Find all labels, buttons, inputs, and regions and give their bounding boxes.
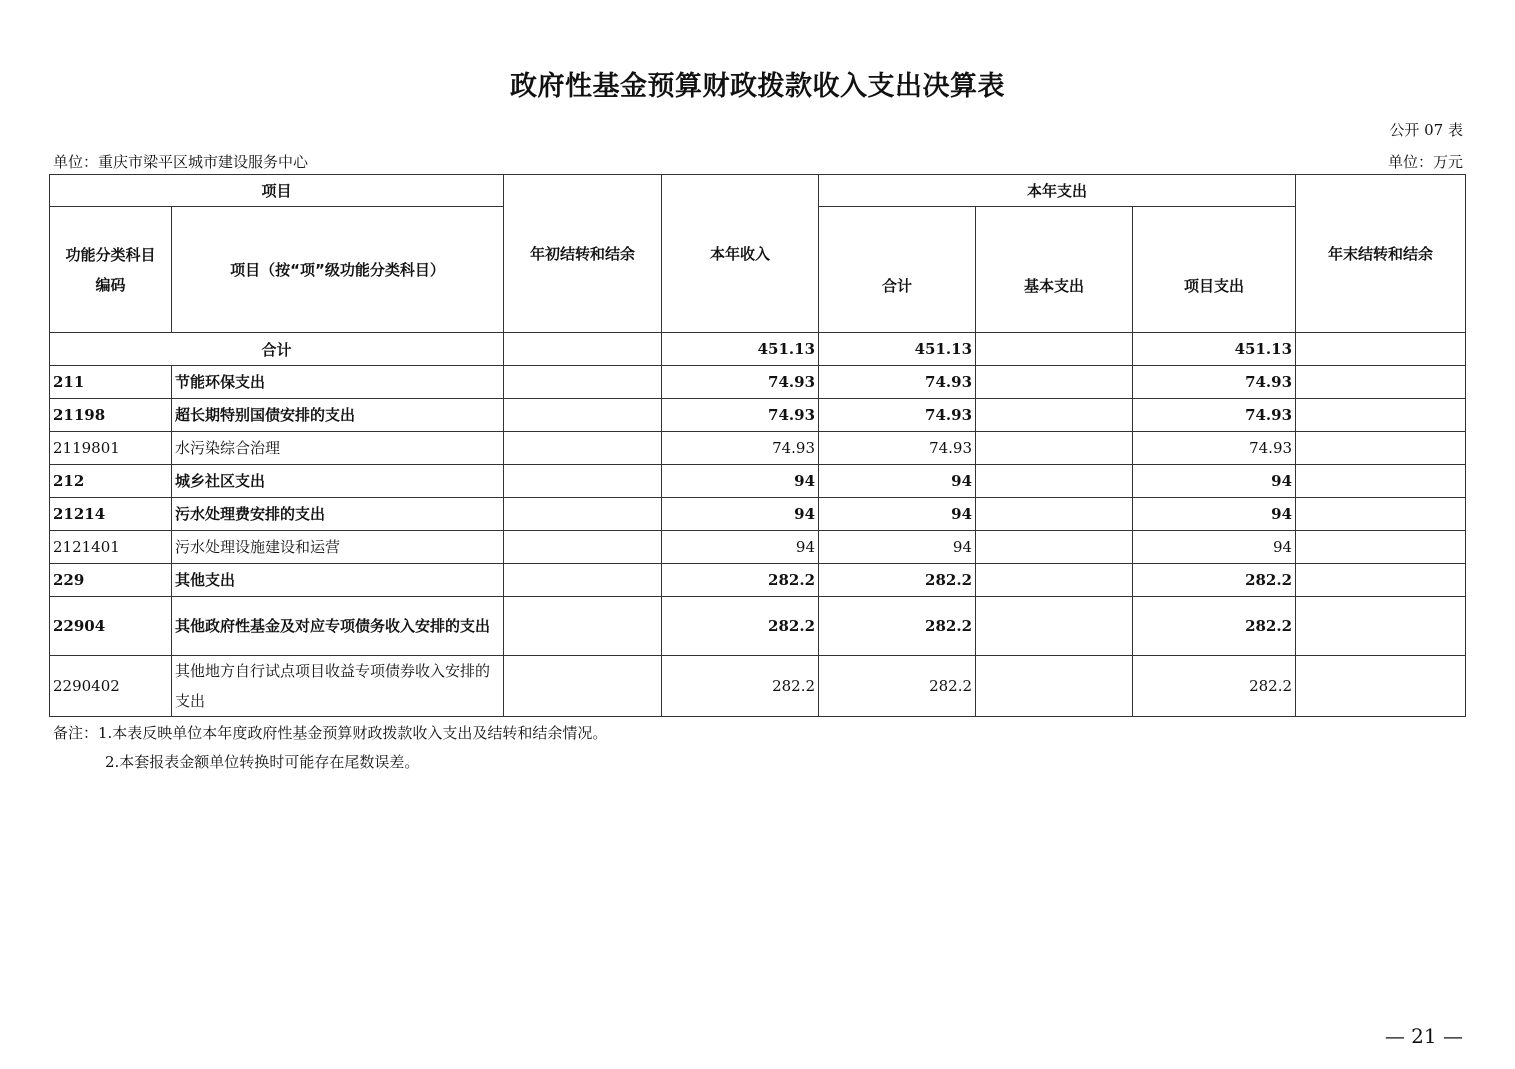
header-project: 项目 — [50, 175, 504, 207]
total-carryover-end — [1296, 333, 1466, 366]
header-carryover-end: 年末结转和结余 — [1296, 175, 1466, 333]
row-carryover-begin — [504, 366, 662, 399]
row-name: 其他政府性基金及对应专项债务收入安排的支出 — [172, 597, 504, 656]
row-basic — [976, 399, 1133, 432]
table-row — [50, 597, 1466, 656]
row-carryover-end — [1296, 399, 1466, 432]
table-row — [50, 656, 1466, 717]
header-expense-total: 合计 — [819, 207, 976, 333]
row-income: 282.2 — [662, 656, 819, 717]
row-carryover-begin — [504, 531, 662, 564]
currency-unit: 单位：万元 — [1387, 153, 1463, 171]
row-project-expense: 282.2 — [1133, 656, 1296, 717]
row-expense-total: 282.2 — [819, 656, 976, 717]
header-name: 项目（按“项”级功能分类科目） — [172, 207, 504, 333]
row-expense-total: 94 — [819, 465, 976, 498]
row-carryover-end — [1296, 564, 1466, 597]
row-project-expense: 94 — [1133, 465, 1296, 498]
row-project-expense: 282.2 — [1133, 564, 1296, 597]
total-expense-total: 451.13 — [819, 333, 976, 366]
total-project-expense: 451.13 — [1133, 333, 1296, 366]
row-basic — [976, 531, 1133, 564]
row-expense-total: 74.93 — [819, 399, 976, 432]
row-carryover-begin — [504, 597, 662, 656]
row-project-expense: 94 — [1133, 531, 1296, 564]
page-number: — 21 — — [1384, 1024, 1463, 1048]
header-expense: 本年支出 — [819, 175, 1296, 207]
header-code-line2: 编码 — [95, 275, 126, 294]
budget-table — [49, 174, 1466, 717]
row-income: 94 — [662, 498, 819, 531]
row-basic — [976, 432, 1133, 465]
form-number: 公开 07 表 — [1389, 121, 1463, 139]
header-income: 本年收入 — [662, 175, 819, 333]
total-row — [50, 333, 1466, 366]
row-basic — [976, 366, 1133, 399]
row-expense-total: 74.93 — [819, 432, 976, 465]
row-code: 21214 — [50, 498, 172, 531]
table-row — [50, 564, 1466, 597]
row-basic — [976, 656, 1133, 717]
row-code: 211 — [50, 366, 172, 399]
row-basic — [976, 498, 1133, 531]
row-expense-total: 282.2 — [819, 597, 976, 656]
table-row — [50, 498, 1466, 531]
row-code: 212 — [50, 465, 172, 498]
row-carryover-end — [1296, 597, 1466, 656]
row-carryover-begin — [504, 465, 662, 498]
row-income: 74.93 — [662, 399, 819, 432]
row-carryover-end — [1296, 498, 1466, 531]
row-project-expense: 74.93 — [1133, 432, 1296, 465]
row-income: 74.93 — [662, 432, 819, 465]
row-name: 其他支出 — [172, 564, 504, 597]
total-label: 合计 — [50, 333, 504, 366]
row-carryover-begin — [504, 432, 662, 465]
row-expense-total: 282.2 — [819, 564, 976, 597]
table-row — [50, 465, 1466, 498]
row-name: 污水处理设施建设和运营 — [172, 531, 504, 564]
table-row — [50, 366, 1466, 399]
row-project-expense: 74.93 — [1133, 366, 1296, 399]
row-name: 水污染综合治理 — [172, 432, 504, 465]
row-project-expense: 282.2 — [1133, 597, 1296, 656]
row-name: 污水处理费安排的支出 — [172, 498, 504, 531]
row-code: 2121401 — [50, 531, 172, 564]
total-carryover-begin — [504, 333, 662, 366]
total-income: 451.13 — [662, 333, 819, 366]
row-carryover-begin — [504, 564, 662, 597]
row-income: 282.2 — [662, 597, 819, 656]
row-carryover-begin — [504, 656, 662, 717]
header-project-expense: 项目支出 — [1133, 207, 1296, 333]
row-carryover-begin — [504, 498, 662, 531]
row-name: 超长期特别国债安排的支出 — [172, 399, 504, 432]
header-code-line1: 功能分类科目 — [65, 245, 156, 264]
table-row — [50, 531, 1466, 564]
row-basic — [976, 564, 1133, 597]
note-1: 备注：1.本表反映单位本年度政府性基金预算财政拨款收入支出及结转和结余情况。 — [53, 724, 608, 742]
row-income: 282.2 — [662, 564, 819, 597]
row-code: 22904 — [50, 597, 172, 656]
row-income: 94 — [662, 465, 819, 498]
row-code: 229 — [50, 564, 172, 597]
table-row — [50, 399, 1466, 432]
row-expense-total: 74.93 — [819, 366, 976, 399]
row-carryover-end — [1296, 366, 1466, 399]
page-title: 政府性基金预算财政拨款收入支出决算表 — [510, 71, 1005, 102]
note-2: 2.本套报表金额单位转换时可能存在尾数误差。 — [105, 753, 420, 771]
row-expense-total: 94 — [819, 498, 976, 531]
row-carryover-begin — [504, 399, 662, 432]
row-income: 74.93 — [662, 366, 819, 399]
header-carryover-begin: 年初结转和结余 — [504, 175, 662, 333]
row-carryover-end — [1296, 531, 1466, 564]
row-name: 节能环保支出 — [172, 366, 504, 399]
row-income: 94 — [662, 531, 819, 564]
header-code — [50, 207, 172, 333]
row-code: 2119801 — [50, 432, 172, 465]
row-carryover-end — [1296, 656, 1466, 717]
notes — [53, 719, 607, 777]
row-project-expense: 74.93 — [1133, 399, 1296, 432]
reporting-unit: 单位：重庆市梁平区城市建设服务中心 — [53, 153, 309, 171]
row-name: 城乡社区支出 — [172, 465, 504, 498]
row-carryover-end — [1296, 465, 1466, 498]
row-expense-total: 94 — [819, 531, 976, 564]
total-basic — [976, 333, 1133, 366]
row-project-expense: 94 — [1133, 498, 1296, 531]
row-basic — [976, 597, 1133, 656]
row-basic — [976, 465, 1133, 498]
row-code: 21198 — [50, 399, 172, 432]
row-carryover-end — [1296, 432, 1466, 465]
header-basic: 基本支出 — [976, 207, 1133, 333]
table-row — [50, 432, 1466, 465]
row-code: 2290402 — [50, 656, 172, 717]
row-name: 其他地方自行试点项目收益专项债券收入安排的支出 — [172, 656, 504, 717]
